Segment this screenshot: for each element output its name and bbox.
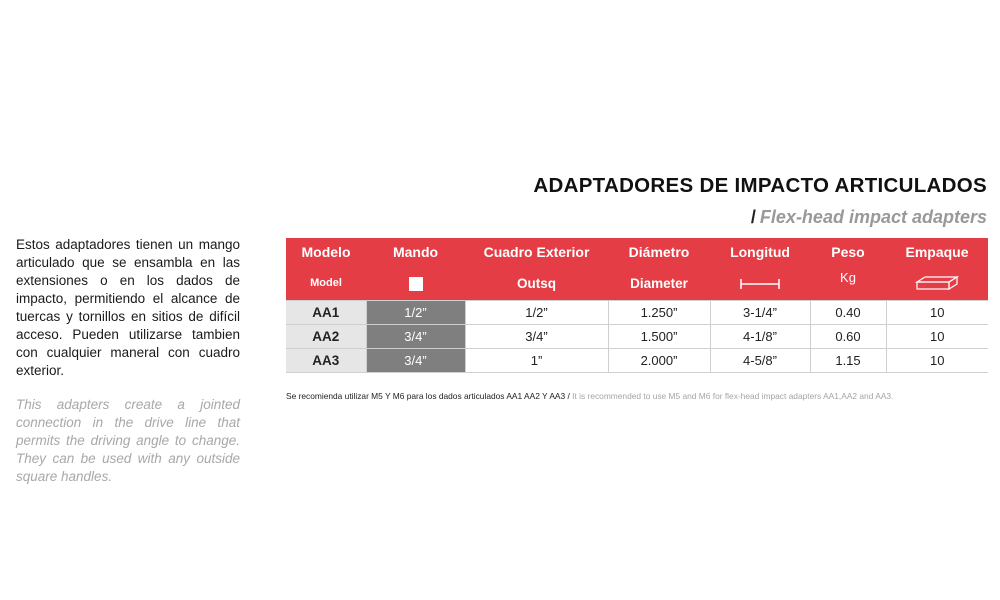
header-cuadro-exterior: Cuadro Exterior <box>465 238 608 266</box>
cell-diametro: 1.500” <box>608 325 710 349</box>
subtitle-slash: / <box>750 207 756 227</box>
spec-table <box>286 238 988 373</box>
cell-empaque: 10 <box>886 349 988 373</box>
cell-mando: 3/4” <box>366 349 465 373</box>
header-diametro: Diámetro <box>608 238 710 266</box>
cell-longitud: 3-1/4” <box>710 301 810 325</box>
subheader-model: Model <box>286 266 366 301</box>
header-empaque: Empaque <box>886 238 988 266</box>
table-subheader-row <box>286 266 988 301</box>
description-spanish: Estos adaptadores tienen un mango articulado que se ensambla en las extensiones o en los dados de impacto, permitiendo el alcance de tuercas y tornillos en sitios de difícil acceso. Pueden utilizarse tambien con cualquier maneral con cuadro exterior. <box>16 237 240 378</box>
length-icon <box>740 278 780 290</box>
header-modelo: Modelo <box>286 238 366 266</box>
cell-diametro: 1.250” <box>608 301 710 325</box>
cell-model: AA3 <box>286 349 366 373</box>
subheader-longitud-cell <box>710 266 810 301</box>
cell-peso: 0.40 <box>810 301 886 325</box>
footnote-spanish: Se recomienda utilizar M5 Y M6 para los dados articulados AA1 AA2 Y AA3 / <box>286 391 570 401</box>
cell-diametro: 2.000” <box>608 349 710 373</box>
cell-peso: 1.15 <box>810 349 886 373</box>
description-english: This adapters create a jointed connection in the drive line that permits the driving angle to change. They can be used with any outside square handles. <box>16 397 240 484</box>
cell-mando: 3/4” <box>366 325 465 349</box>
subheader-outsq: Outsq <box>465 266 608 301</box>
subheader-empaque-cell <box>886 266 988 301</box>
footnote <box>286 391 893 401</box>
header-mando: Mando <box>366 238 465 266</box>
page-subtitle <box>751 207 987 228</box>
cell-mando: 1/2” <box>366 301 465 325</box>
cell-cuadro: 1” <box>465 349 608 373</box>
cell-cuadro: 3/4” <box>465 325 608 349</box>
subtitle-text: Flex-head impact adapters <box>759 207 987 227</box>
cell-cuadro: 1/2” <box>465 301 608 325</box>
subheader-mando-cell <box>366 266 465 301</box>
table-row <box>286 349 988 373</box>
table-header-row <box>286 238 988 266</box>
cell-model: AA2 <box>286 325 366 349</box>
subheader-diameter: Diameter <box>608 266 710 301</box>
subheader-kg: Kg <box>840 269 856 285</box>
table-row <box>286 301 988 325</box>
cell-longitud: 4-5/8” <box>710 349 810 373</box>
header-longitud: Longitud <box>710 238 810 266</box>
table-row <box>286 325 988 349</box>
header-peso: Peso <box>810 238 886 266</box>
subheader-peso-cell <box>810 266 886 301</box>
cell-longitud: 4-1/8” <box>710 325 810 349</box>
box-icon <box>915 275 959 291</box>
cell-model: AA1 <box>286 301 366 325</box>
cell-peso: 0.60 <box>810 325 886 349</box>
square-drive-icon <box>409 277 423 291</box>
page-title: ADAPTADORES DE IMPACTO ARTICULADOS <box>533 174 987 197</box>
cell-empaque: 10 <box>886 325 988 349</box>
cell-empaque: 10 <box>886 301 988 325</box>
footnote-english: It is recommended to use M5 and M6 for flex-head impact adapters AA1,AA2 and AA3. <box>572 391 894 401</box>
